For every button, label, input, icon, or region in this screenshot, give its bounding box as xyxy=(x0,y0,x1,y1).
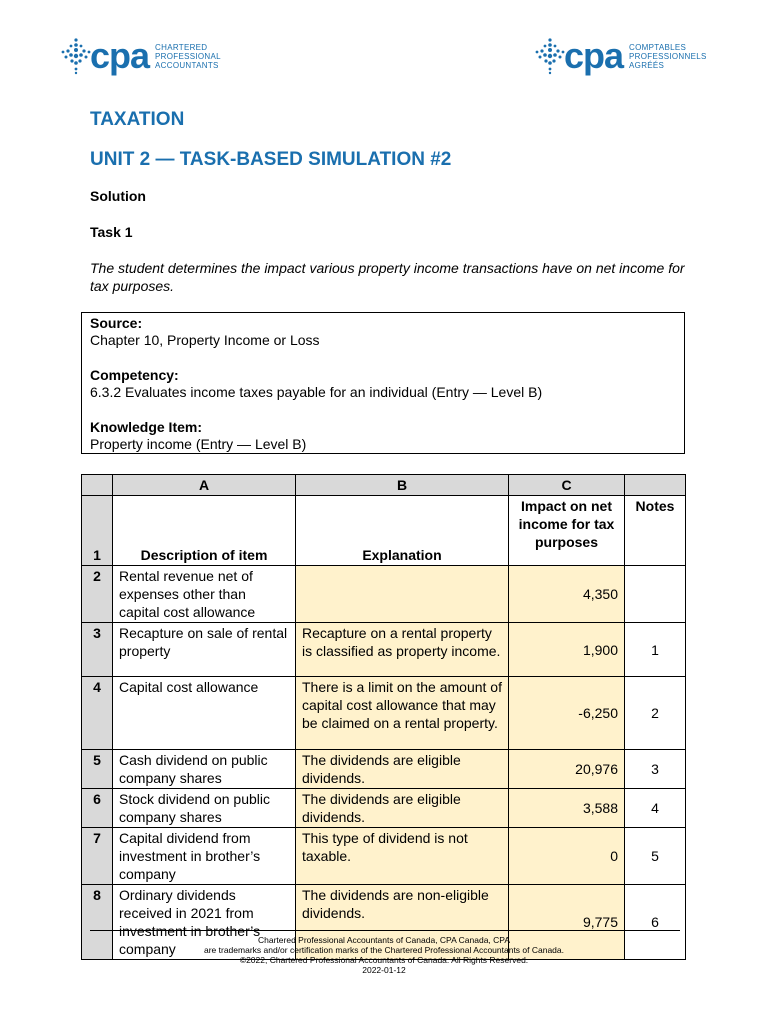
item-impact: 0 xyxy=(509,828,625,885)
item-description: Capital dividend from investment in brother’s company xyxy=(113,828,296,885)
logo-subtitle: COMPTABLES PROFESSIONNELS AGRÉÉS xyxy=(629,42,707,70)
task-intro: The student determines the impact various property income transactions have on net income for tax purposes. xyxy=(90,260,685,294)
row-number: 3 xyxy=(82,623,113,677)
cpa-logo-english xyxy=(58,36,221,76)
item-impact: 3,588 xyxy=(509,789,625,828)
row-number: 7 xyxy=(82,828,113,885)
table-row xyxy=(82,566,686,623)
table-row xyxy=(82,828,686,885)
source-value: Chapter 10, Property Income or Loss xyxy=(90,332,320,348)
source-label: Source: xyxy=(90,315,143,331)
item-note: 1 xyxy=(625,623,686,677)
header-impact: Impact on net income for tax purposes xyxy=(509,496,625,566)
row-number: 4 xyxy=(82,677,113,750)
row-number: 1 xyxy=(82,496,113,566)
knowledge-label: Knowledge Item: xyxy=(90,419,203,435)
item-note: 4 xyxy=(625,789,686,828)
item-explanation: This type of dividend is not taxable. xyxy=(296,828,509,885)
item-description: Recapture on sale of rental property xyxy=(113,623,296,677)
header-description: Description of item xyxy=(113,496,296,566)
item-impact: 9,775 xyxy=(509,885,625,960)
col-letter-b: B xyxy=(296,475,509,496)
footer-divider xyxy=(90,930,680,931)
task-heading: Task 1 xyxy=(90,224,133,240)
source-box xyxy=(81,312,685,454)
table-row xyxy=(82,789,686,828)
footer-line-3: ©2022, Chartered Professional Accountants of Canada. All Rights Reserved. xyxy=(239,955,529,965)
solution-table xyxy=(81,474,686,960)
row-number: 2 xyxy=(82,566,113,623)
item-description: Rental revenue net of expenses other than capital cost allowance xyxy=(113,566,296,623)
header-row xyxy=(82,496,686,566)
table-row xyxy=(82,623,686,677)
item-description: Capital cost allowance xyxy=(113,677,296,750)
row-number: 6 xyxy=(82,789,113,828)
row-number: 5 xyxy=(82,750,113,789)
item-explanation: The dividends are eligible dividends. xyxy=(296,750,509,789)
item-explanation xyxy=(296,566,509,623)
page-title: TAXATION xyxy=(90,109,185,130)
col-letter-a: A xyxy=(113,475,296,496)
item-note: 6 xyxy=(625,885,686,960)
header-explanation: Explanation xyxy=(296,496,509,566)
item-note: 5 xyxy=(625,828,686,885)
item-impact: 1,900 xyxy=(509,623,625,677)
maple-leaf-dots-icon xyxy=(532,36,568,76)
item-note: 3 xyxy=(625,750,686,789)
row-number: 8 xyxy=(82,885,113,960)
item-impact: -6,250 xyxy=(509,677,625,750)
cpa-logo-french xyxy=(532,36,707,76)
table-row xyxy=(82,750,686,789)
competency-value: 6.3.2 Evaluates income taxes payable for an individual (Entry — Level B) xyxy=(90,384,543,400)
column-letter-row xyxy=(82,475,686,496)
item-impact: 4,350 xyxy=(509,566,625,623)
cpa-wordmark: cpa xyxy=(90,35,150,76)
footer-line-1: Chartered Professional Accountants of Canada, CPA Canada, CPA xyxy=(258,935,510,945)
page-subtitle: UNIT 2 — TASK-BASED SIMULATION #2 xyxy=(90,149,452,170)
item-description: Stock dividend on public company shares xyxy=(113,789,296,828)
item-impact: 20,976 xyxy=(509,750,625,789)
item-note: 2 xyxy=(625,677,686,750)
item-explanation: There is a limit on the amount of capital cost allowance that may be claimed on a rental property. xyxy=(296,677,509,750)
competency-label: Competency: xyxy=(90,367,179,383)
table-body xyxy=(82,566,686,960)
footer xyxy=(0,935,768,975)
item-explanation: Recapture on a rental property is classified as property income. xyxy=(296,623,509,677)
table-row xyxy=(82,677,686,750)
solution-heading: Solution xyxy=(90,188,146,204)
col-letter-c: C xyxy=(509,475,625,496)
item-note xyxy=(625,566,686,623)
item-description: Cash dividend on public company shares xyxy=(113,750,296,789)
cpa-wordmark: cpa xyxy=(564,35,624,76)
item-description: Ordinary dividends received in 2021 from investment in brother’s company xyxy=(113,885,296,960)
item-explanation: The dividends are non-eligible dividends. xyxy=(296,885,509,960)
maple-leaf-dots-icon xyxy=(58,36,94,76)
header-notes: Notes xyxy=(625,496,686,566)
logo-subtitle: CHARTERED PROFESSIONAL ACCOUNTANTS xyxy=(155,42,221,70)
footer-line-2: are trademarks and/or certification marks of the Chartered Professional Accountants of Canada. xyxy=(203,945,565,955)
item-explanation: The dividends are eligible dividends. xyxy=(296,789,509,828)
knowledge-value: Property income (Entry — Level B) xyxy=(90,436,307,452)
footer-date: 2022-01-12 xyxy=(362,965,406,975)
